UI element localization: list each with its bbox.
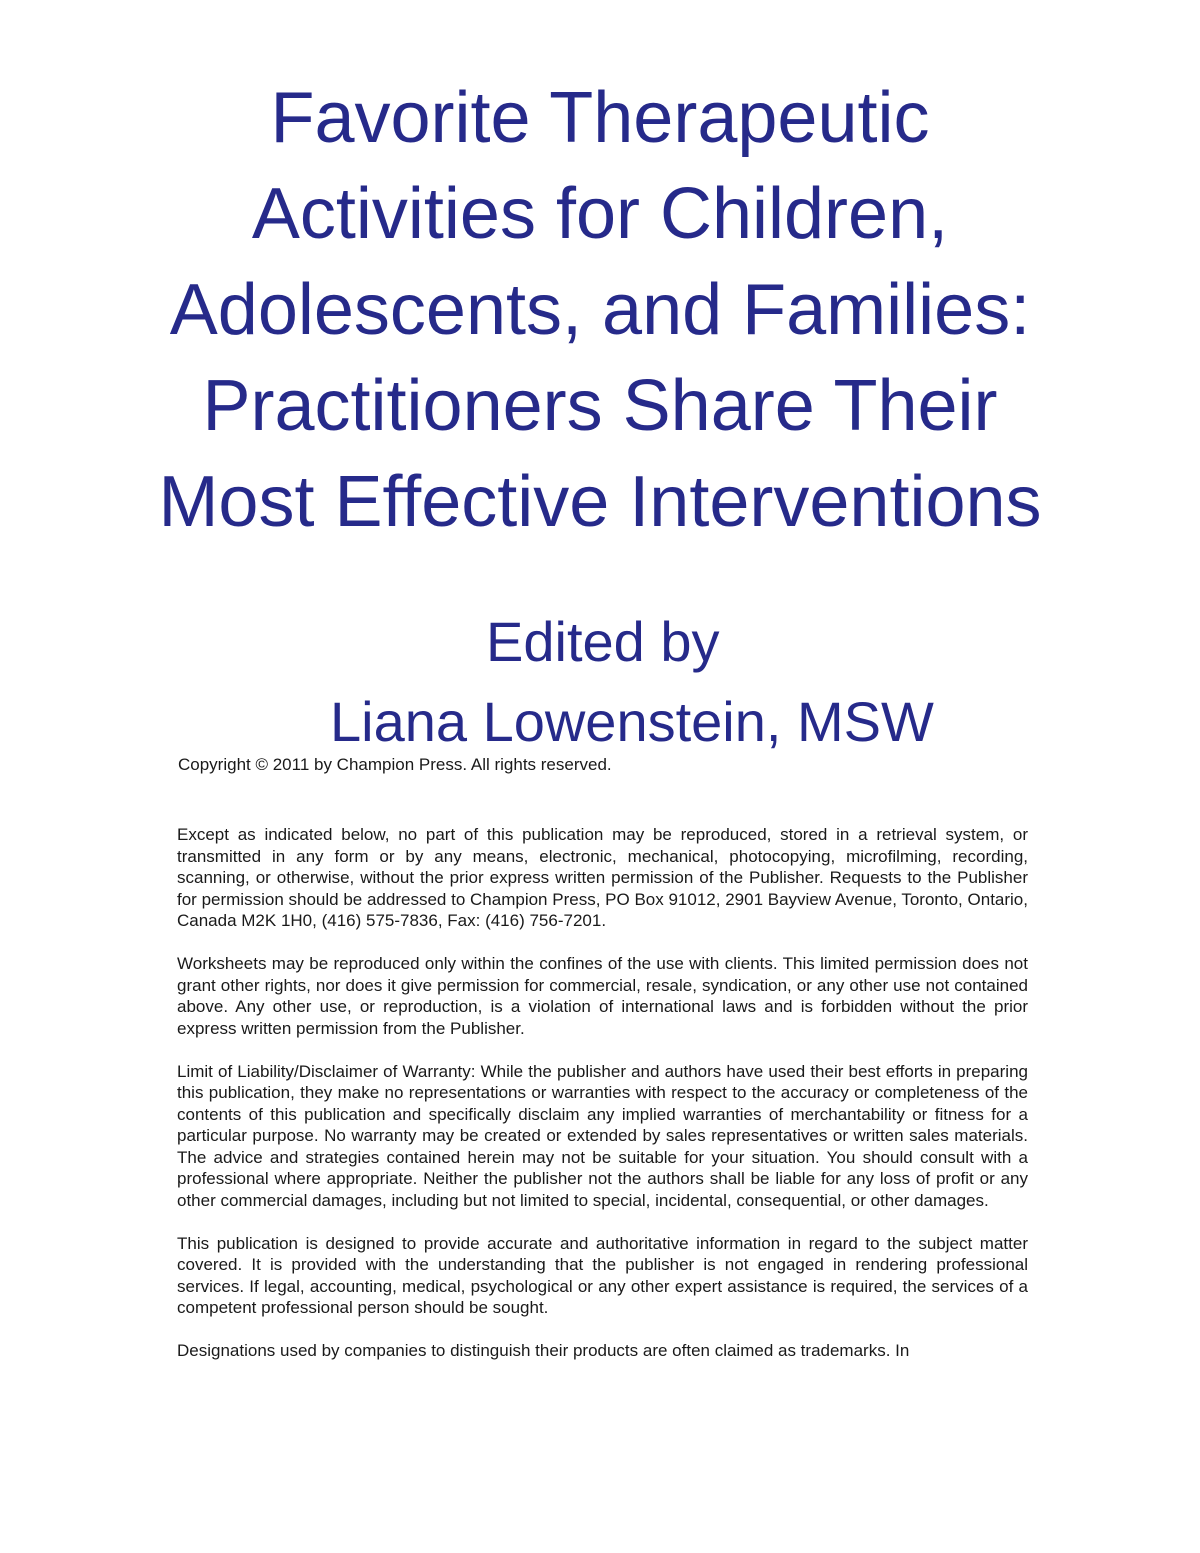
paragraph-disclaimer: Limit of Liability/Disclaimer of Warranty: While the publisher and authors have used their best efforts in preparing this publication, they make no representations or warranties with respect to the accuracy or completeness of the contents of this publication and specifically disclaim any implied warranties of merchantability or fitness for a particular purpose. No warranty may be created or extended by sales representatives or written sales materials. The advice and strategies contained herein may not be suitable for your situation. You should consult with a professional where appropriate. Neither the publisher not the authors shall be liable for any loss of profit or any other commercial damages, including but not limited to special, incidental, consequential, or other damages. (177, 1061, 1028, 1210)
paragraph-professional-services: This publication is designed to provide accurate and authoritative information in regard to the subject matter covered. It is provided with the understanding that the publisher is not engaged in rendering professional services. If legal, accounting, medical, psychological or any other expert assistance is required, the services of a competent professional person should be sought. (177, 1233, 1028, 1317)
title-line-3: Adolescents, and Families: (169, 270, 1031, 350)
title-line-4: Practitioners Share Their (202, 366, 998, 446)
title-line-5: Most Effective Interventions (158, 462, 1042, 542)
title-line-1: Favorite Therapeutic (270, 78, 930, 158)
title-line-2: Activities for Children, (251, 174, 949, 254)
paragraph-worksheets: Worksheets may be reproduced only within the confines of the use with clients. This limited permission does not grant other rights, nor does it give permission for commercial, resale, syndication, or any other use not contained above. Any other use, or reproduction, is a violation of international laws and is forbidden without the prior express written permission from the Publisher. (177, 954, 1028, 1038)
copyright-notice: Copyright © 2011 by Champion Press. All rights reserved. (178, 755, 612, 774)
book-title (40, 70, 1160, 550)
editor-name: Liana Lowenstein, MSW (330, 690, 934, 753)
paragraph-reproduction: Except as indicated below, no part of this publication may be reproduced, stored in a retrieval system, or transmitted in any form or by any means, electronic, mechanical, photocopying, microfilming, recording, scanning, or otherwise, without the prior express written permission of the Publisher. Requests to the Publisher for permission should be addressed to Champion Press, PO Box 91012, 2901 Bayview Avenue, Toronto, Ontario, Canada M2K 1H0, (416) 575-7836, Fax: (416) 756-7201. (177, 825, 1028, 930)
legal-text (177, 824, 1028, 1362)
edited-by-label: Edited by (486, 610, 720, 673)
paragraph-trademarks: Designations used by companies to distinguish their products are often claimed as trademarks. In (177, 1341, 910, 1360)
